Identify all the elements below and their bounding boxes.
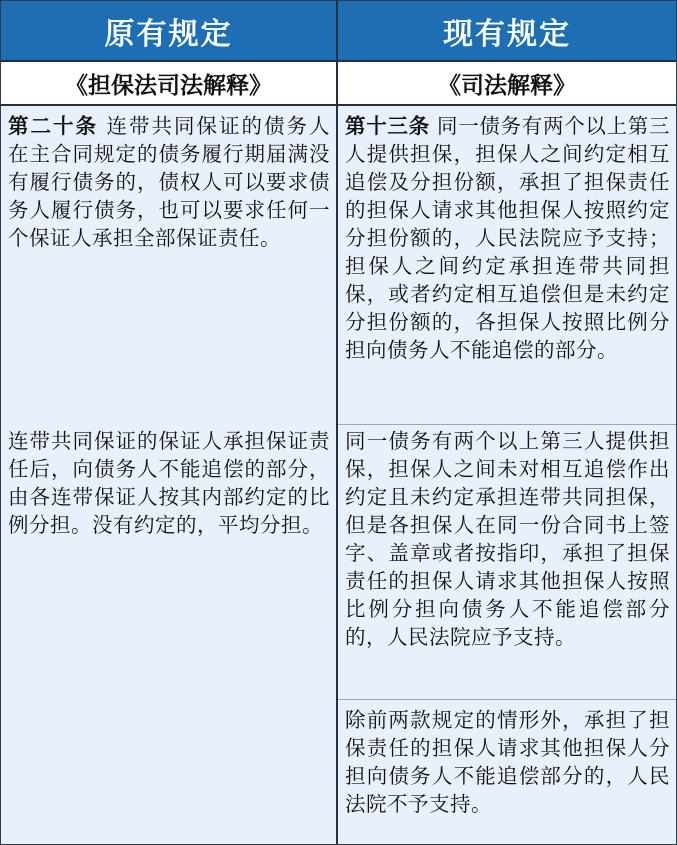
header-original-label: 原有规定: [104, 16, 233, 52]
left-paragraph-2: 连带共同保证的保证人承担保证责任后，向债务人不能追偿的部分，由各连带保证人按其内部约定的比例分担。没有约定的，平均分担。: [8, 429, 330, 537]
right-article-text: 同一债务有两个以上第三人提供担保，担保人之间约定相互追偿及分担份额，承担了担保责任的担保人请求其他担保人按照约定分担份额的，人民法院应予支持；担保人之间约定承担连带共同担保，或者约定相互追偿但是未约定分担份额的，各担保人按照比例分担向债务人不能追偿的部分。: [345, 114, 670, 362]
left-article-number: 第二十条: [8, 114, 98, 138]
header-original-rules: [1, 1, 338, 62]
right-divider-1: [338, 424, 676, 425]
header-current-label: 现有规定: [443, 16, 571, 52]
header-current-rules: [338, 1, 676, 62]
left-article-20: [8, 112, 330, 252]
subheader-judicial-interpretation: [338, 62, 676, 106]
right-column-body: [338, 106, 676, 844]
right-paragraph-3: 除前两款规定的情形外，承担了担保责任的担保人请求其他担保人分担向债务人不能追偿部分的，人民法院不予支持。: [345, 708, 670, 816]
left-article-text: 连带共同保证的债务人在主合同规定的债务履行期届满没有履行债务的，债权人可以要求债务人履行债务，也可以要求任何一个保证人承担全部保证责任。: [8, 114, 330, 250]
subheader-left-label: 《担保法司法解释》: [65, 71, 272, 99]
subheader-guarantee-law-interpretation: [1, 62, 338, 106]
right-paragraph-2: 同一债务有两个以上第三人提供担保，担保人之间未对相互追偿作出约定且未约定承担连带共同担保，但是各担保人在同一份合同书上签字、盖章或者按指印，承担了担保责任的担保人请求其他担保人按照比例分担向债务人不能追偿部分的，人民法院应予支持。: [345, 429, 670, 649]
right-article-number: 第十三条: [345, 114, 430, 138]
left-column-body: [1, 106, 338, 844]
right-divider-2: [338, 699, 676, 700]
subheader-right-label: 《司法解释》: [438, 71, 576, 99]
right-article-13: [345, 112, 670, 364]
